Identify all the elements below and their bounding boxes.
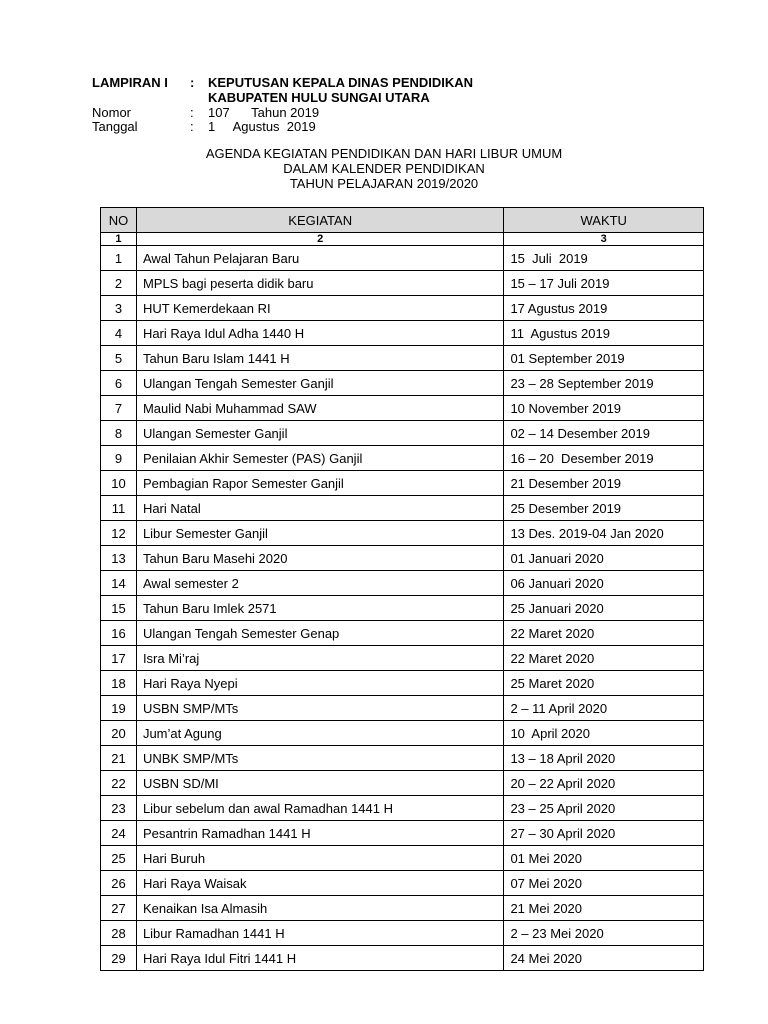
row-kegiatan: Hari Natal: [136, 496, 504, 521]
table-row: [101, 571, 704, 596]
row-no: 2: [101, 271, 137, 296]
row-kegiatan: Libur Ramadhan 1441 H: [136, 921, 504, 946]
table-row: [101, 746, 704, 771]
row-kegiatan: Hari Raya Idul Fitri 1441 H: [136, 946, 504, 971]
row-kegiatan: Awal Tahun Pelajaran Baru: [136, 246, 504, 271]
row-waktu: 07 Mei 2020: [504, 871, 704, 896]
row-kegiatan: Isra Mi’raj: [136, 646, 504, 671]
table-row: [101, 421, 704, 446]
row-waktu: 01 Mei 2020: [504, 846, 704, 871]
row-no: 7: [101, 396, 137, 421]
row-no: 15: [101, 596, 137, 621]
row-kegiatan: Tahun Baru Imlek 2571: [136, 596, 504, 621]
index-waktu: 3: [504, 233, 704, 246]
index-kegiatan: 2: [136, 233, 504, 246]
row-waktu: 2 – 23 Mei 2020: [504, 921, 704, 946]
row-waktu: 21 Desember 2019: [504, 471, 704, 496]
row-kegiatan: Libur sebelum dan awal Ramadhan 1441 H: [136, 796, 504, 821]
title-line-1: AGENDA KEGIATAN PENDIDIKAN DAN HARI LIBUR UMUM: [205, 146, 563, 161]
row-waktu: 22 Maret 2020: [504, 646, 704, 671]
row-kegiatan: Tahun Baru Islam 1441 H: [136, 346, 504, 371]
row-waktu: 20 – 22 April 2020: [504, 771, 704, 796]
table-row: [101, 696, 704, 721]
table-row: [101, 496, 704, 521]
row-waktu: 06 Januari 2020: [504, 571, 704, 596]
header-waktu: WAKTU: [504, 208, 704, 233]
row-kegiatan: Jum’at Agung: [136, 721, 504, 746]
row-waktu: 23 – 25 April 2020: [504, 796, 704, 821]
row-waktu: 25 Januari 2020: [504, 596, 704, 621]
row-waktu: 25 Maret 2020: [504, 671, 704, 696]
table-row: [101, 871, 704, 896]
row-no: 18: [101, 671, 137, 696]
row-waktu: 23 – 28 September 2019: [504, 371, 704, 396]
lampiran-label: LAMPIRAN I: [92, 75, 168, 90]
row-no: 11: [101, 496, 137, 521]
row-no: 4: [101, 321, 137, 346]
row-kegiatan: Libur Semester Ganjil: [136, 521, 504, 546]
table-row: [101, 796, 704, 821]
row-no: 19: [101, 696, 137, 721]
row-no: 27: [101, 896, 137, 921]
table-row: [101, 546, 704, 571]
tanggal-value: 1 Agustus 2019: [208, 119, 316, 134]
row-waktu: 22 Maret 2020: [504, 621, 704, 646]
table-row: [101, 846, 704, 871]
row-waktu: 27 – 30 April 2020: [504, 821, 704, 846]
row-no: 23: [101, 796, 137, 821]
table-row: [101, 771, 704, 796]
row-waktu: 02 – 14 Desember 2019: [504, 421, 704, 446]
row-waktu: 15 Juli 2019: [504, 246, 704, 271]
table-row: [101, 296, 704, 321]
row-waktu: 17 Agustus 2019: [504, 296, 704, 321]
row-waktu: 13 Des. 2019-04 Jan 2020: [504, 521, 704, 546]
row-kegiatan: Hari Raya Waisak: [136, 871, 504, 896]
table-row: [101, 346, 704, 371]
table-row: [101, 321, 704, 346]
row-no: 5: [101, 346, 137, 371]
table-row: [101, 521, 704, 546]
row-no: 10: [101, 471, 137, 496]
row-no: 8: [101, 421, 137, 446]
row-kegiatan: Ulangan Semester Ganjil: [136, 421, 504, 446]
table-row: [101, 446, 704, 471]
row-no: 13: [101, 546, 137, 571]
lampiran-colon: :: [190, 75, 195, 90]
row-no: 9: [101, 446, 137, 471]
row-waktu: 25 Desember 2019: [504, 496, 704, 521]
row-no: 6: [101, 371, 137, 396]
table-row: [101, 596, 704, 621]
row-waktu: 24 Mei 2020: [504, 946, 704, 971]
table-row: [101, 821, 704, 846]
nomor-label: Nomor: [92, 105, 132, 120]
row-waktu: 13 – 18 April 2020: [504, 746, 704, 771]
row-no: 22: [101, 771, 137, 796]
tanggal-colon: :: [190, 119, 194, 134]
header-no: NO: [101, 208, 137, 233]
lampiran-value-2: KABUPATEN HULU SUNGAI UTARA: [208, 90, 430, 105]
table-row: [101, 371, 704, 396]
row-no: 3: [101, 296, 137, 321]
row-kegiatan: Ulangan Tengah Semester Ganjil: [136, 371, 504, 396]
row-no: 12: [101, 521, 137, 546]
row-no: 25: [101, 846, 137, 871]
header-kegiatan: KEGIATAN: [136, 208, 504, 233]
row-waktu: 21 Mei 2020: [504, 896, 704, 921]
row-kegiatan: Hari Buruh: [136, 846, 504, 871]
table-header-row: [101, 208, 704, 233]
row-waktu: 11 Agustus 2019: [504, 321, 704, 346]
table-row: [101, 621, 704, 646]
row-kegiatan: Hari Raya Idul Adha 1440 H: [136, 321, 504, 346]
row-no: 21: [101, 746, 137, 771]
row-no: 29: [101, 946, 137, 971]
row-kegiatan: Penilaian Akhir Semester (PAS) Ganjil: [136, 446, 504, 471]
row-no: 16: [101, 621, 137, 646]
row-kegiatan: Awal semester 2: [136, 571, 504, 596]
row-kegiatan: MPLS bagi peserta didik baru: [136, 271, 504, 296]
title-line-2: DALAM KALENDER PENDIDIKAN: [283, 161, 485, 176]
lampiran-value-1: KEPUTUSAN KEPALA DINAS PENDIDIKAN: [208, 75, 474, 90]
row-kegiatan: USBN SD/MI: [136, 771, 504, 796]
row-no: 1: [101, 246, 137, 271]
table-row: [101, 471, 704, 496]
row-kegiatan: Tahun Baru Masehi 2020: [136, 546, 504, 571]
row-no: 17: [101, 646, 137, 671]
row-no: 14: [101, 571, 137, 596]
row-no: 20: [101, 721, 137, 746]
title-line-3: TAHUN PELAJARAN 2019/2020: [289, 176, 479, 191]
table-row: [101, 896, 704, 921]
table-row: [101, 246, 704, 271]
table-row: [101, 646, 704, 671]
table-row: [101, 721, 704, 746]
nomor-value: 107 Tahun 2019: [208, 105, 320, 120]
agenda-table: [100, 207, 704, 971]
row-kegiatan: Kenaikan Isa Almasih: [136, 896, 504, 921]
row-kegiatan: UNBK SMP/MTs: [136, 746, 504, 771]
row-waktu: 10 November 2019: [504, 396, 704, 421]
row-waktu: 10 April 2020: [504, 721, 704, 746]
table-row: [101, 921, 704, 946]
table-row: [101, 271, 704, 296]
row-waktu: 01 September 2019: [504, 346, 704, 371]
row-no: 24: [101, 821, 137, 846]
row-waktu: 16 – 20 Desember 2019: [504, 446, 704, 471]
row-no: 28: [101, 921, 137, 946]
row-waktu: 2 – 11 April 2020: [504, 696, 704, 721]
row-waktu: 15 – 17 Juli 2019: [504, 271, 704, 296]
row-kegiatan: Hari Raya Nyepi: [136, 671, 504, 696]
row-kegiatan: Maulid Nabi Muhammad SAW: [136, 396, 504, 421]
row-kegiatan: USBN SMP/MTs: [136, 696, 504, 721]
tanggal-label: Tanggal: [92, 119, 138, 134]
table-row: [101, 671, 704, 696]
table-index-row: [101, 233, 704, 246]
table-row: [101, 396, 704, 421]
row-waktu: 01 Januari 2020: [504, 546, 704, 571]
row-no: 26: [101, 871, 137, 896]
nomor-colon: :: [190, 105, 194, 120]
row-kegiatan: Pembagian Rapor Semester Ganjil: [136, 471, 504, 496]
table-row: [101, 946, 704, 971]
row-kegiatan: Ulangan Tengah Semester Genap: [136, 621, 504, 646]
index-no: 1: [101, 233, 137, 246]
row-kegiatan: Pesantrin Ramadhan 1441 H: [136, 821, 504, 846]
row-kegiatan: HUT Kemerdekaan RI: [136, 296, 504, 321]
